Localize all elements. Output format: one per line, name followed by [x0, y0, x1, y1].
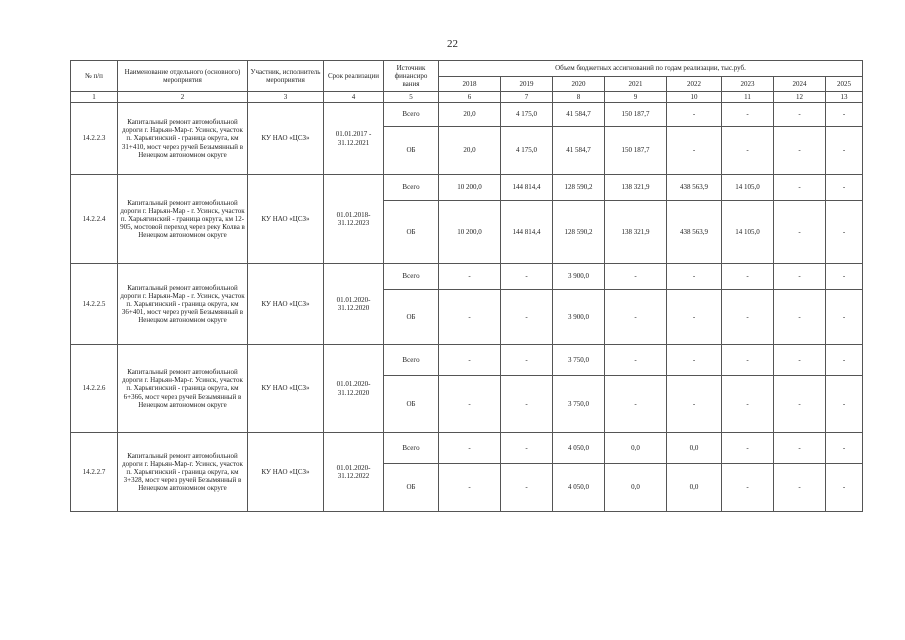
- value-cell: 144 814,4: [501, 201, 553, 264]
- column-number: 10: [667, 92, 722, 103]
- value-cell: -: [774, 290, 826, 345]
- value-cell: 10 200,0: [439, 175, 501, 201]
- value-cell: -: [826, 127, 863, 175]
- value-cell: 14 105,0: [722, 175, 774, 201]
- value-cell: -: [667, 290, 722, 345]
- budget-table: [70, 60, 863, 512]
- value-cell: 14 105,0: [722, 201, 774, 264]
- row-source: Всего: [384, 345, 439, 376]
- row-number: 14.2.2.5: [71, 264, 118, 345]
- value-cell: -: [774, 175, 826, 201]
- table-row: [71, 433, 863, 464]
- value-cell: -: [439, 376, 501, 433]
- column-number: 3: [248, 92, 324, 103]
- value-cell: -: [439, 345, 501, 376]
- value-cell: 3 900,0: [553, 264, 605, 290]
- value-cell: -: [501, 433, 553, 464]
- year-header: 2023: [722, 77, 774, 92]
- year-header: 2019: [501, 77, 553, 92]
- header-term: Срок реализации: [324, 61, 384, 92]
- value-cell: -: [774, 103, 826, 127]
- value-cell: -: [774, 433, 826, 464]
- value-cell: -: [826, 264, 863, 290]
- value-cell: -: [722, 127, 774, 175]
- value-cell: 41 584,7: [553, 127, 605, 175]
- column-number: 4: [324, 92, 384, 103]
- year-header: 2021: [605, 77, 667, 92]
- header-source: Источник финансиро вания: [384, 61, 439, 92]
- value-cell: 0,0: [605, 464, 667, 512]
- table-row: [71, 264, 863, 290]
- row-source: ОБ: [384, 464, 439, 512]
- header-participant: Участник, исполнитель мероприятия: [248, 61, 324, 92]
- column-number: 13: [826, 92, 863, 103]
- row-name: Капитальный ремонт автомобильной дороги г. Нарьян-Мар - г. Усинск, участок п. Харьягинский - граница округа, км 12-905, мостовой переход через реку Колва в Ненецком автономном округе: [118, 175, 248, 264]
- value-cell: 150 187,7: [605, 127, 667, 175]
- value-cell: 3 750,0: [553, 345, 605, 376]
- row-source: Всего: [384, 103, 439, 127]
- value-cell: -: [722, 264, 774, 290]
- value-cell: -: [605, 290, 667, 345]
- value-cell: -: [826, 290, 863, 345]
- value-cell: 0,0: [667, 464, 722, 512]
- column-number: 8: [553, 92, 605, 103]
- row-source: Всего: [384, 264, 439, 290]
- value-cell: -: [774, 127, 826, 175]
- table-row: [71, 103, 863, 127]
- value-cell: -: [826, 464, 863, 512]
- value-cell: -: [722, 433, 774, 464]
- value-cell: -: [439, 464, 501, 512]
- row-term: 01.01.2018-31.12.2023: [324, 175, 384, 264]
- value-cell: -: [826, 103, 863, 127]
- row-source: ОБ: [384, 290, 439, 345]
- year-header: 2020: [553, 77, 605, 92]
- value-cell: -: [774, 264, 826, 290]
- column-number: 2: [118, 92, 248, 103]
- column-number: 6: [439, 92, 501, 103]
- value-cell: 4 175,0: [501, 103, 553, 127]
- value-cell: -: [501, 345, 553, 376]
- page-number: 22: [447, 38, 458, 50]
- row-participant: КУ НАО «ЦСЗ»: [248, 264, 324, 345]
- value-cell: 144 814,4: [501, 175, 553, 201]
- row-name: Капитальный ремонт автомобильной дороги г. Нарьян-Мар - г. Усинск, участок п. Харьягинский - граница округа, км 36+401, мост через ручей Безымянный в Ненецком автономном округе: [118, 264, 248, 345]
- row-name: Капитальный ремонт автомобильной дороги г. Нарьян-Мар-г. Усинск, участок п. Харьягинский - граница округа, км 6+366, мост через ручей Безымянный в Ненецком автономном округе: [118, 345, 248, 433]
- row-participant: КУ НАО «ЦСЗ»: [248, 433, 324, 512]
- table-row: [71, 345, 863, 376]
- row-source: Всего: [384, 433, 439, 464]
- column-number: 11: [722, 92, 774, 103]
- value-cell: -: [826, 201, 863, 264]
- year-header: 2024: [774, 77, 826, 92]
- value-cell: 138 321,9: [605, 201, 667, 264]
- row-number: 14.2.2.4: [71, 175, 118, 264]
- value-cell: -: [667, 103, 722, 127]
- value-cell: -: [439, 264, 501, 290]
- value-cell: 20,0: [439, 127, 501, 175]
- header-name: Наименование отдельного (основного) мероприятия: [118, 61, 248, 92]
- value-cell: -: [722, 376, 774, 433]
- row-source: Всего: [384, 175, 439, 201]
- value-cell: -: [501, 290, 553, 345]
- value-cell: 438 563,9: [667, 175, 722, 201]
- value-cell: -: [605, 376, 667, 433]
- value-cell: 438 563,9: [667, 201, 722, 264]
- value-cell: 4 175,0: [501, 127, 553, 175]
- row-term: 01.01.2020-31.12.2020: [324, 345, 384, 433]
- value-cell: -: [826, 376, 863, 433]
- value-cell: -: [826, 175, 863, 201]
- value-cell: -: [501, 464, 553, 512]
- row-source: ОБ: [384, 376, 439, 433]
- value-cell: -: [501, 264, 553, 290]
- value-cell: 10 200,0: [439, 201, 501, 264]
- value-cell: 20,0: [439, 103, 501, 127]
- column-number: 7: [501, 92, 553, 103]
- value-cell: -: [722, 464, 774, 512]
- value-cell: -: [667, 264, 722, 290]
- value-cell: 3 750,0: [553, 376, 605, 433]
- column-number: 12: [774, 92, 826, 103]
- value-cell: -: [722, 103, 774, 127]
- value-cell: 128 590,2: [553, 201, 605, 264]
- row-name: Капитальный ремонт автомобильной дороги г. Нарьян-Мар-г. Усинск, участок п. Харьягинский - граница округа, км 31+410, мост через ручей Безымянный в Ненецком автономном округе: [118, 103, 248, 175]
- row-number: 14.2.2.6: [71, 345, 118, 433]
- column-number: 1: [71, 92, 118, 103]
- column-number: 9: [605, 92, 667, 103]
- row-source: ОБ: [384, 127, 439, 175]
- value-cell: 4 050,0: [553, 433, 605, 464]
- value-cell: -: [667, 376, 722, 433]
- value-cell: 0,0: [667, 433, 722, 464]
- value-cell: -: [439, 290, 501, 345]
- value-cell: 4 050,0: [553, 464, 605, 512]
- table-row: [71, 175, 863, 201]
- year-header: 2025: [826, 77, 863, 92]
- value-cell: -: [774, 345, 826, 376]
- column-number: 5: [384, 92, 439, 103]
- value-cell: -: [667, 127, 722, 175]
- value-cell: -: [774, 201, 826, 264]
- value-cell: 41 584,7: [553, 103, 605, 127]
- row-source: ОБ: [384, 201, 439, 264]
- row-term: 01.01.2017 - 31.12.2021: [324, 103, 384, 175]
- value-cell: -: [826, 433, 863, 464]
- row-term: 01.01.2020-31.12.2022: [324, 433, 384, 512]
- row-number: 14.2.2.7: [71, 433, 118, 512]
- value-cell: -: [439, 433, 501, 464]
- value-cell: 3 900,0: [553, 290, 605, 345]
- row-participant: КУ НАО «ЦСЗ»: [248, 345, 324, 433]
- value-cell: 128 590,2: [553, 175, 605, 201]
- row-number: 14.2.2.3: [71, 103, 118, 175]
- value-cell: 150 187,7: [605, 103, 667, 127]
- value-cell: -: [722, 345, 774, 376]
- header-volume: Объем бюджетных ассигнований по годам реализации, тыс.руб.: [439, 61, 863, 77]
- value-cell: 138 321,9: [605, 175, 667, 201]
- row-term: 01.01.2020-31.12.2020: [324, 264, 384, 345]
- value-cell: -: [722, 290, 774, 345]
- value-cell: -: [667, 345, 722, 376]
- value-cell: -: [605, 264, 667, 290]
- value-cell: -: [826, 345, 863, 376]
- row-participant: КУ НАО «ЦСЗ»: [248, 175, 324, 264]
- row-participant: КУ НАО «ЦСЗ»: [248, 103, 324, 175]
- year-header: 2018: [439, 77, 501, 92]
- value-cell: -: [774, 376, 826, 433]
- value-cell: -: [501, 376, 553, 433]
- row-name: Капитальный ремонт автомобильной дороги г. Нарьян-Мар-г. Усинск, участок п. Харьягинский - граница округа, км 3+328, мост через ручей Безымянный в Ненецком автономном округе: [118, 433, 248, 512]
- value-cell: 0,0: [605, 433, 667, 464]
- value-cell: -: [774, 464, 826, 512]
- year-header: 2022: [667, 77, 722, 92]
- header-num: № п/п: [71, 61, 118, 92]
- value-cell: -: [605, 345, 667, 376]
